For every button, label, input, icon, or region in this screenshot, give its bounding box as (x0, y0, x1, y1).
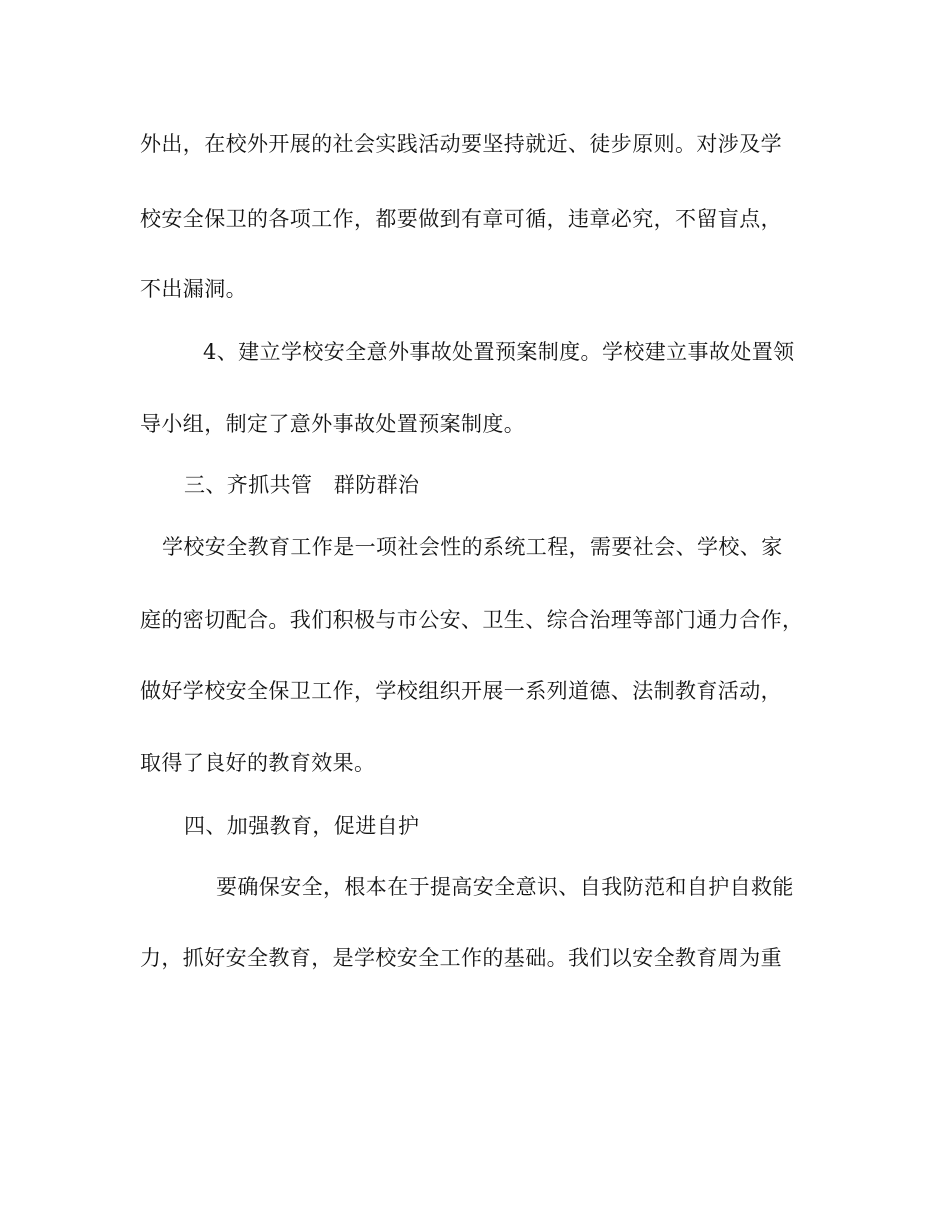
text-line: 校安全保卫的各项工作，都要做到有章可循，违章必究，不留盲点， (140, 207, 782, 231)
text-line: 要确保安全，根本在于提高安全意识、自我防范和自护自救能 (216, 875, 794, 899)
text-line: 外出，在校外开展的社会实践活动要坚持就近、徒步原则。对涉及学 (140, 132, 782, 156)
text-line: 力，抓好安全教育，是学校安全工作的基础。我们以安全教育周为重 (140, 946, 782, 970)
section-heading: 三、齐抓共管 群防群治 (184, 473, 420, 497)
text-line: 取得了良好的教育效果。 (140, 751, 376, 775)
text-line: 不出漏洞。 (140, 277, 247, 301)
section-heading: 四、加强教育，促进自护 (184, 814, 420, 838)
text-line: 庭的密切配合。我们积极与市公安、卫生、综合治理等部门通力合作， (140, 608, 804, 632)
text-line: 导小组，制定了意外事故处置预案制度。 (140, 412, 526, 436)
text-line: 学校安全教育工作是一项社会性的系统工程，需要社会、学校、家 (162, 535, 783, 559)
text-line: 做好学校安全保卫工作，学校组织开展一系列道德、法制教育活动， (140, 679, 782, 703)
section-item-4: 4、建立学校安全意外事故处置预案制度。学校建立事故处置领 (203, 340, 795, 364)
